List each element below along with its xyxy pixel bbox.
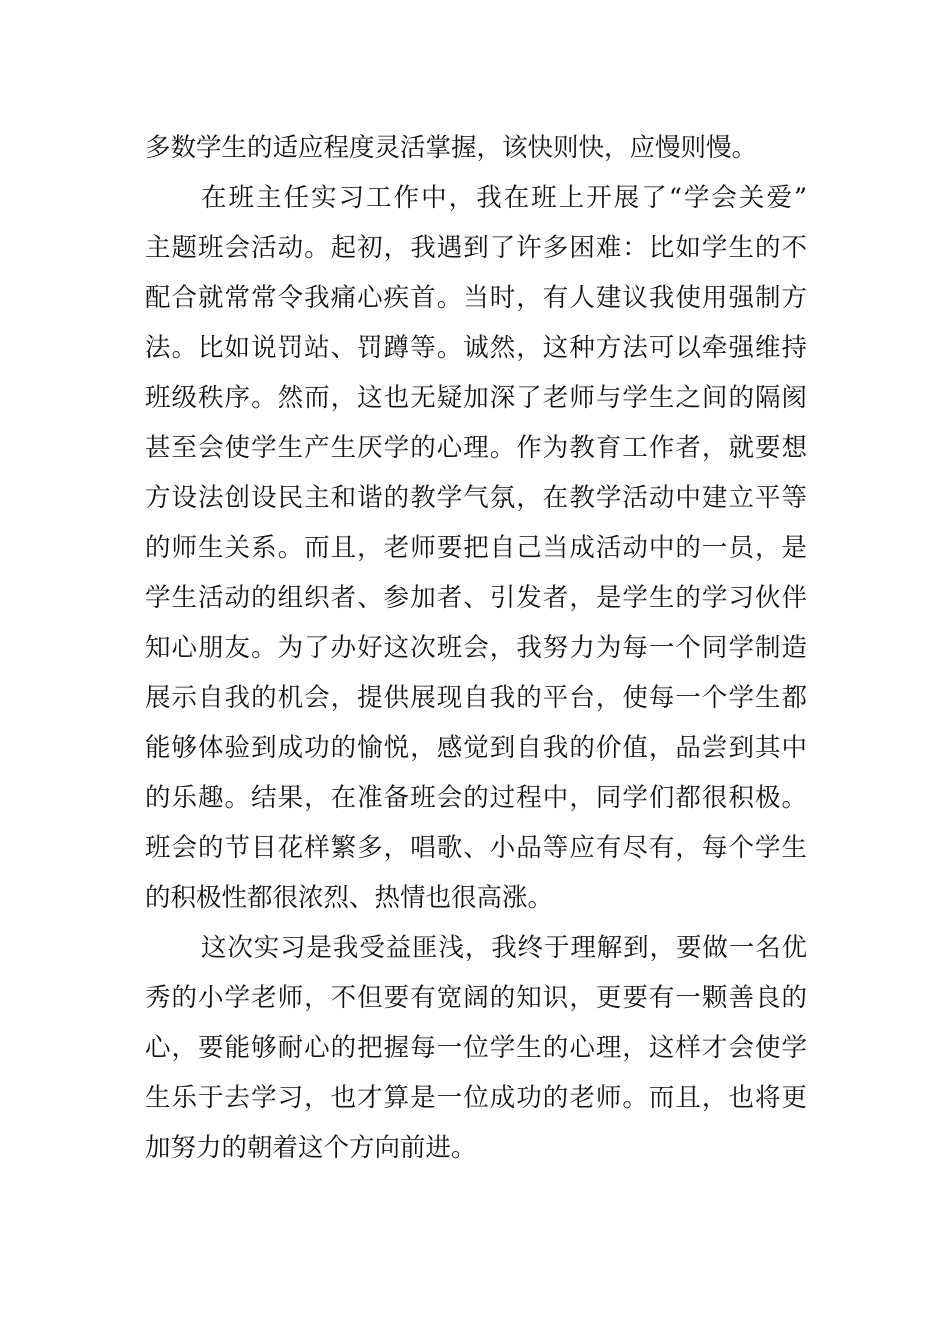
paragraph-line: 甚至会使学生产生厌学的心理。作为教育工作者，就要想 — [145, 433, 807, 463]
paragraph-line: 方设法创设民主和谐的教学气氛，在教学活动中建立平等 — [145, 483, 807, 513]
paragraph-line: 在班主任实习工作中，我在班上开展了“学会关爱” — [201, 183, 807, 213]
paragraph-line: 的乐趣。结果，在准备班会的过程中，同学们都很积极。 — [145, 783, 807, 813]
paragraph-line: 心，要能够耐心的把握每一位学生的心理，这样才会使学 — [145, 1033, 807, 1063]
paragraph-line: 加努力的朝着这个方向前进。 — [145, 1133, 477, 1163]
paragraph-line: 班级秩序。然而，这也无疑加深了老师与学生之间的隔阂 — [145, 383, 807, 413]
paragraph-line: 秀的小学老师，不但要有宽阔的知识，更要有一颗善良的 — [145, 983, 807, 1013]
paragraph-line: 知心朋友。为了办好这次班会，我努力为每一个同学制造 — [145, 633, 807, 663]
paragraph-line: 的积极性都很浓烈、热情也很高涨。 — [145, 883, 554, 913]
paragraph-line: 的师生关系。而且，老师要把自己当成活动中的一员，是 — [145, 533, 807, 563]
body-text — [145, 123, 807, 1173]
paragraph-line: 法。比如说罚站、罚蹲等。诚然，这种方法可以牵强维持 — [145, 333, 807, 363]
paragraph-line: 这次实习是我受益匪浅，我终于理解到，要做一名优 — [201, 933, 807, 963]
paragraph-line: 展示自我的机会，提供展现自我的平台，使每一个学生都 — [145, 683, 807, 713]
paragraph-line: 配合就常常令我痛心疾首。当时，有人建议我使用强制方 — [145, 283, 807, 313]
paragraph-line: 能够体验到成功的愉悦，感觉到自我的价值，品尝到其中 — [145, 733, 807, 763]
paragraph-line: 多数学生的适应程度灵活掌握，该快则快，应慢则慢。 — [145, 133, 758, 163]
paragraph-line: 学生活动的组织者、参加者、引发者，是学生的学习伙伴 — [145, 583, 807, 613]
paragraph-line: 班会的节目花样繁多，唱歌、小品等应有尽有，每个学生 — [145, 833, 807, 863]
paragraph-line: 主题班会活动。起初，我遇到了许多困难：比如学生的不 — [145, 233, 807, 263]
paragraph-line: 生乐于去学习，也才算是一位成功的老师。而且，也将更 — [145, 1083, 807, 1113]
